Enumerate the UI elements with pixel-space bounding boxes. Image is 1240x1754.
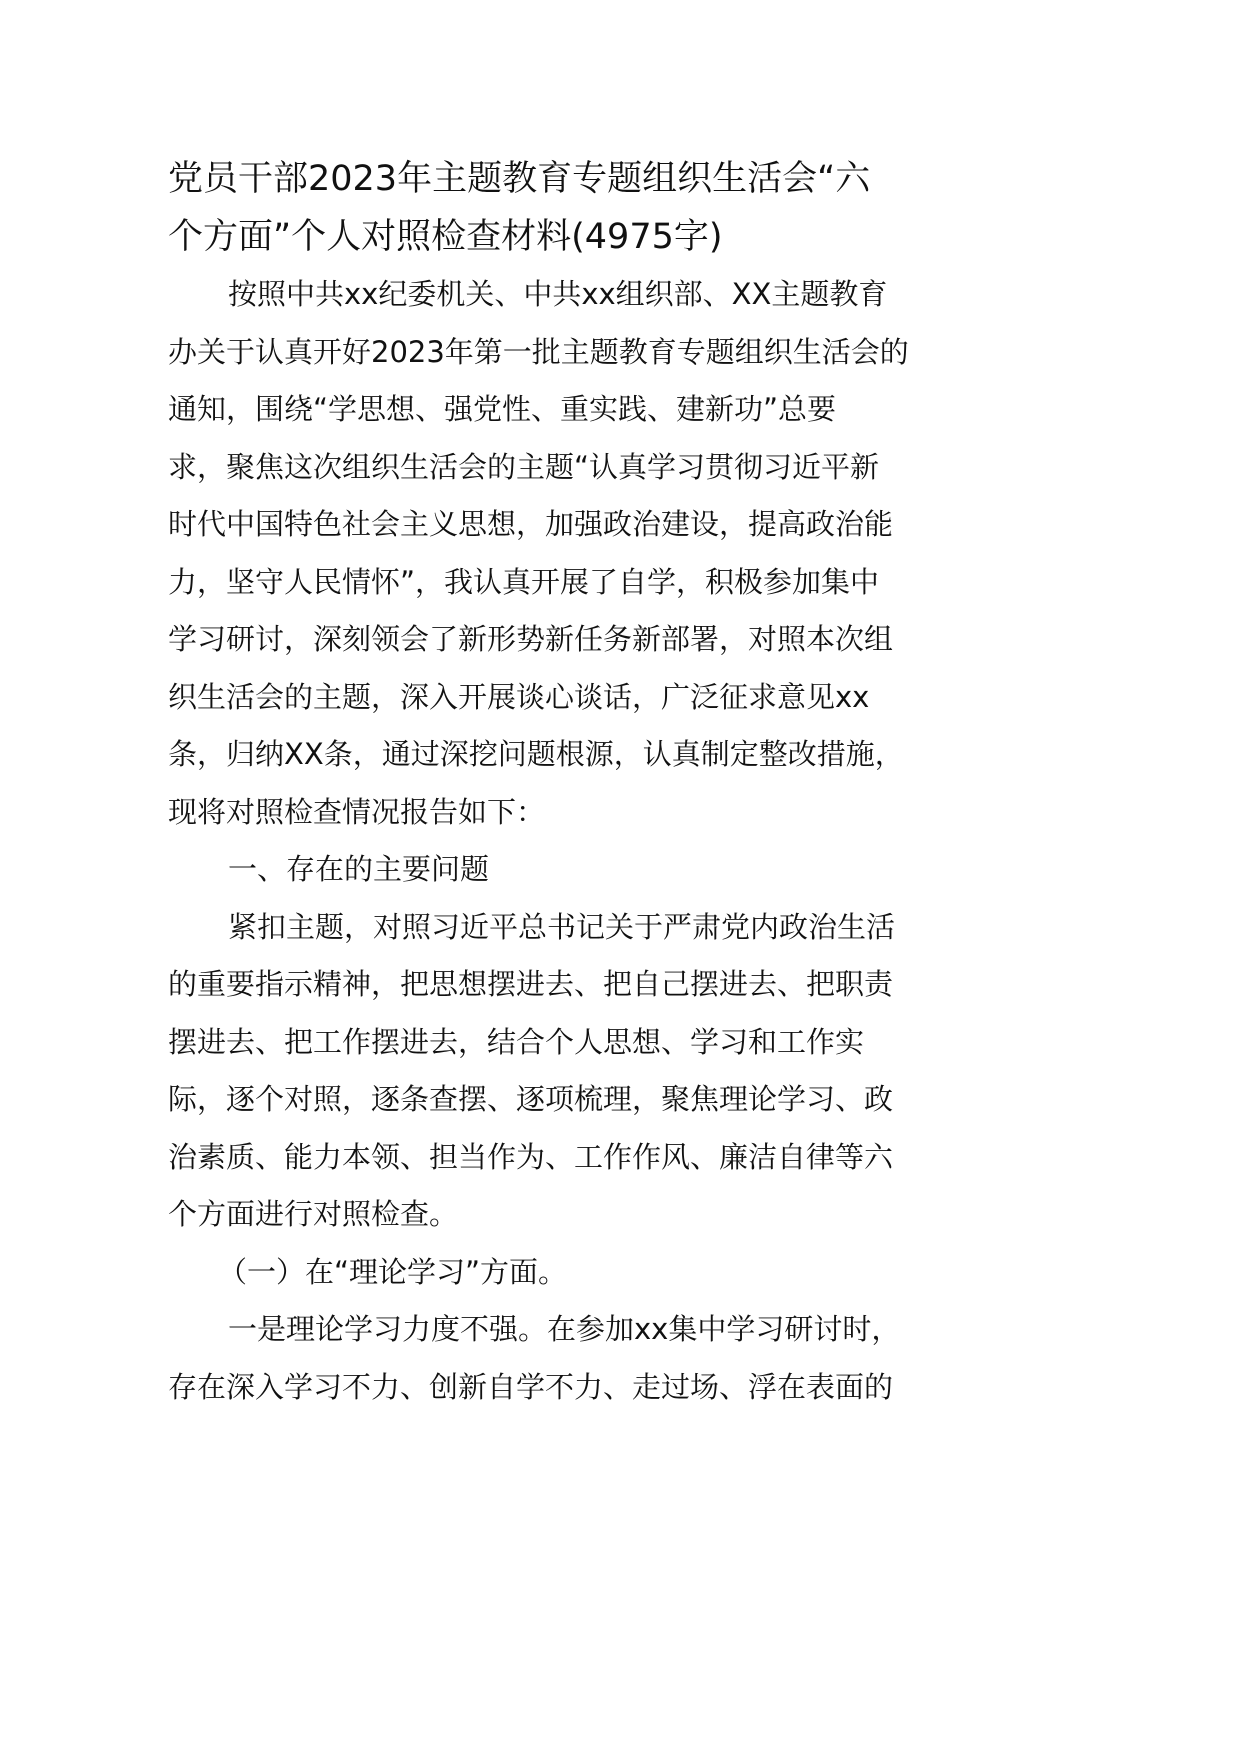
title-line: 个方面”个人对照检查材料(4975字) (168, 217, 723, 257)
text-line: 紧扣主题，对照习近平总书记关于严肃党内政治生活 (228, 909, 896, 944)
text-line: 织生活会的主题，深入开展谈心谈话，广泛征求意见xx (168, 679, 870, 714)
body-paragraph (168, 899, 944, 1244)
text-line: 治素质、能力本领、担当作为、工作作风、廉洁自律等六 (168, 1139, 894, 1174)
text-line: 力，坚守人民情怀”，我认真开展了自学，积极参加集中 (168, 564, 880, 599)
body-paragraph (168, 1301, 944, 1416)
text-line: 的重要指示精神，把思想摆进去、把自己摆进去、把职责 (168, 967, 894, 1001)
text-line: 求，聚焦这次组织生活会的主题“认真学习贯彻习近平新 (168, 449, 880, 484)
document-title (168, 150, 944, 266)
text-line: 通知，围绕“学思想、强党性、重实践、建新功”总要 (168, 392, 837, 426)
text-line: 个方面进行对照检查。 (168, 1197, 459, 1231)
text-line: 办关于认真开好2023年第一批主题教育专题组织生活会的 (168, 334, 909, 369)
text-line: 按照中共xx纪委机关、中共xx组织部、XX主题教育 (228, 277, 888, 311)
text-line: 一是理论学习力度不强。在参加xx集中学习研讨时， (228, 1312, 901, 1346)
text-line: 学习研讨，深刻领会了新形势新任务新部署，对照本次组 (168, 622, 894, 656)
heading-text: 一、存在的主要问题 (228, 852, 490, 886)
text-line: 际，逐个对照，逐条查摆、逐项梳理，聚焦理论学习、政 (168, 1082, 894, 1116)
section-heading (168, 841, 944, 899)
text-line: 条，归纳XX条，通过深挖问题根源，认真制定整改措施， (168, 737, 904, 771)
title-line: 党员干部2023年主题教育专题组织生活会“六 (168, 159, 871, 199)
text-line: 存在深入学习不力、创新自学不力、走过场、浮在表面的 (168, 1369, 894, 1404)
intro-paragraph (168, 266, 944, 841)
document-page (168, 150, 944, 1416)
text-line: 时代中国特色社会主义思想，加强政治建设，提高政治能 (168, 507, 894, 541)
subsection-heading (168, 1244, 944, 1302)
text-line: 现将对照检查情况报告如下： (168, 794, 546, 829)
heading-text: （一）在“理论学习”方面。 (218, 1254, 568, 1289)
text-line: 摆进去、把工作摆进去，结合个人思想、学习和工作实 (168, 1024, 865, 1059)
